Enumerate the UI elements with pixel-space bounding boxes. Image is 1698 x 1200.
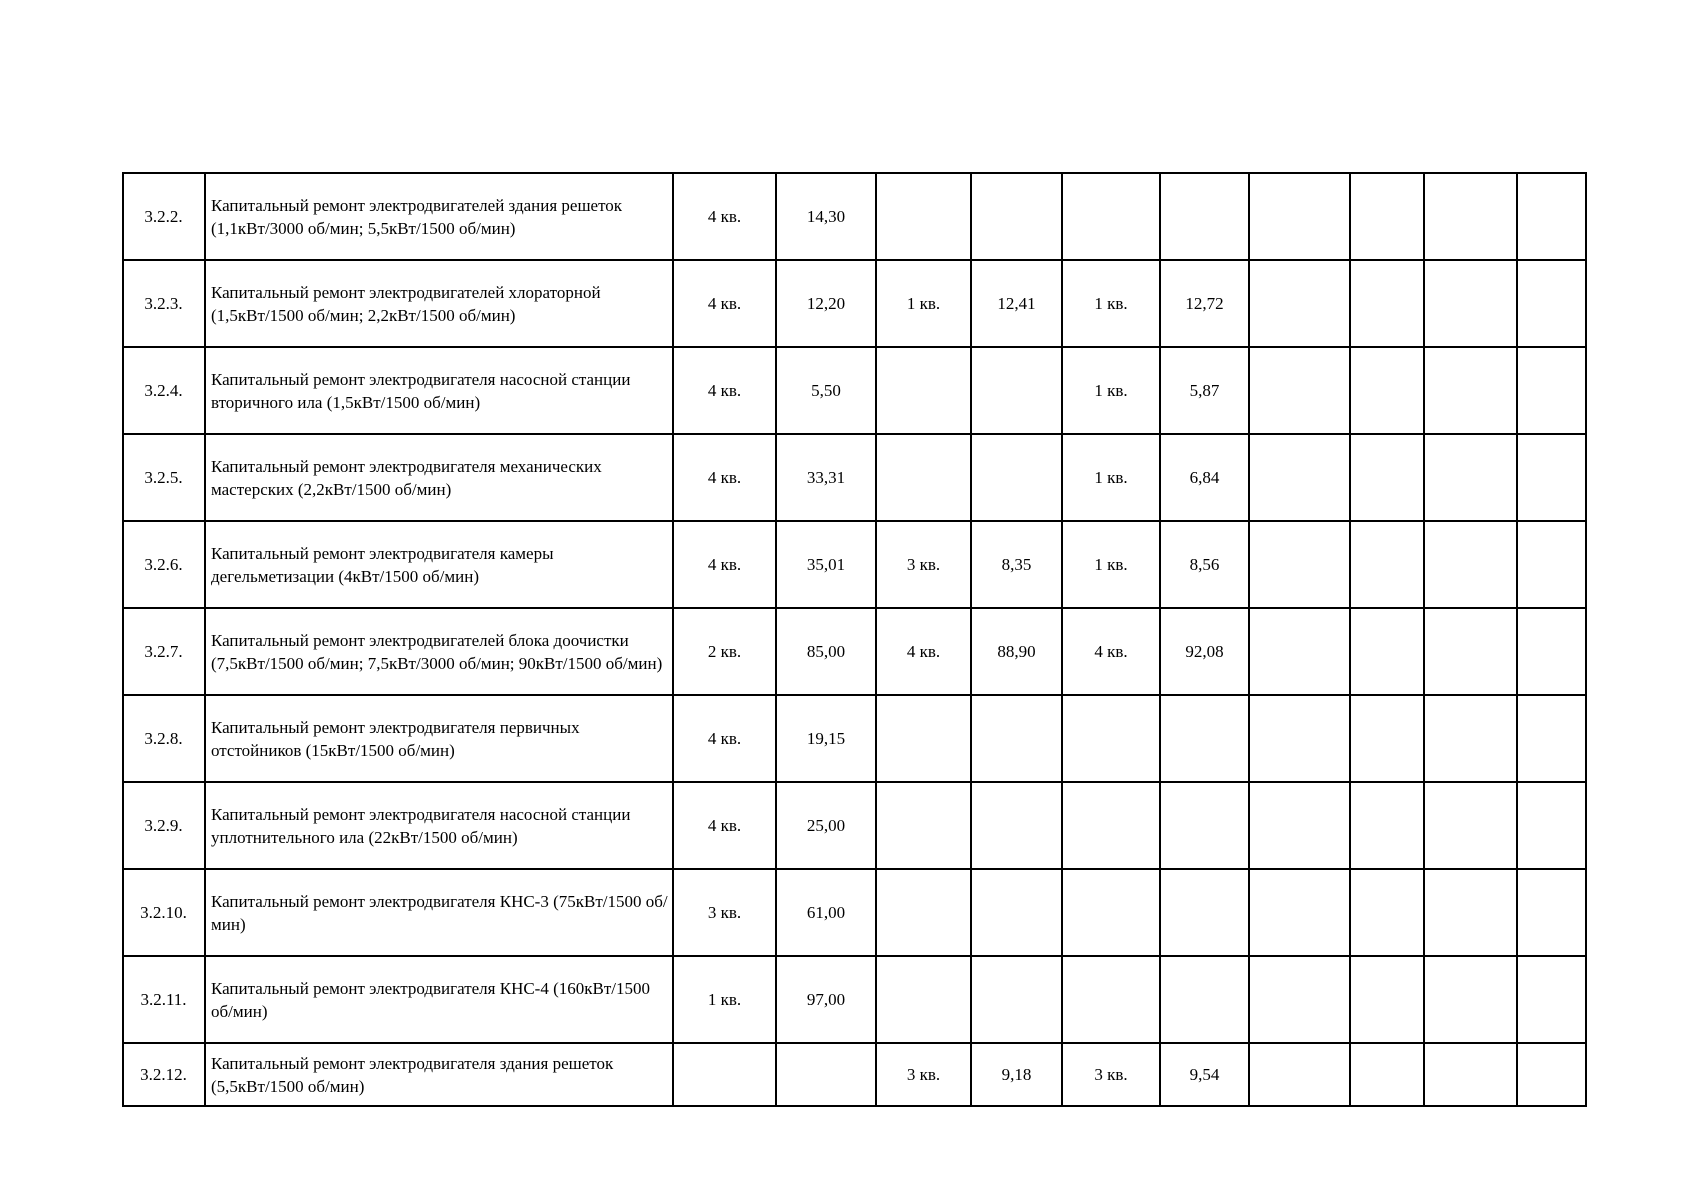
period-cell [876,956,971,1043]
empty-cell [1249,173,1350,260]
period-cell [1062,869,1160,956]
table-row [123,173,1586,260]
period-cell: 1 кв. [876,260,971,347]
work-description: Капитальный ремонт электродвигателей хлораторной (1,5кВт/1500 об/мин; 2,2кВт/1500 об/мин) [205,260,673,347]
period-cell: 4 кв. [673,782,776,869]
work-description: Капитальный ремонт электродвигателя КНС-4 (160кВт/1500 об/мин) [205,956,673,1043]
table-row [123,782,1586,869]
period-cell [673,1043,776,1106]
cost-cell: 35,01 [776,521,876,608]
empty-cell [1249,869,1350,956]
cost-cell: 97,00 [776,956,876,1043]
period-cell: 2 кв. [673,608,776,695]
period-cell: 4 кв. [673,347,776,434]
cost-cell: 9,18 [971,1043,1062,1106]
cost-cell [1160,173,1249,260]
cost-cell: 12,20 [776,260,876,347]
cost-cell: 12,72 [1160,260,1249,347]
work-description: Капитальный ремонт электродвигателя камеры дегельметизации (4кВт/1500 об/мин) [205,521,673,608]
empty-cell [1424,608,1517,695]
empty-cell [1424,434,1517,521]
row-number: 3.2.3. [123,260,205,347]
period-cell: 4 кв. [673,173,776,260]
period-cell [876,173,971,260]
cost-cell: 33,31 [776,434,876,521]
period-cell: 3 кв. [876,521,971,608]
empty-cell [1350,695,1424,782]
empty-cell [1249,695,1350,782]
period-cell [876,869,971,956]
table-row [123,1043,1586,1106]
empty-cell [1517,1043,1586,1106]
empty-cell [1249,260,1350,347]
empty-cell [1517,260,1586,347]
cost-cell [776,1043,876,1106]
row-number: 3.2.9. [123,782,205,869]
work-description: Капитальный ремонт электродвигателя КНС-3 (75кВт/1500 об/мин) [205,869,673,956]
table-row [123,869,1586,956]
empty-cell [1350,608,1424,695]
cost-cell [1160,782,1249,869]
empty-cell [1517,608,1586,695]
empty-cell [1517,956,1586,1043]
row-number: 3.2.11. [123,956,205,1043]
row-number: 3.2.6. [123,521,205,608]
row-number: 3.2.7. [123,608,205,695]
empty-cell [1249,608,1350,695]
cost-cell: 61,00 [776,869,876,956]
cost-cell: 25,00 [776,782,876,869]
empty-cell [1517,434,1586,521]
work-description: Капитальный ремонт электродвигателя насосной станции уплотнительного ила (22кВт/1500 об/мин) [205,782,673,869]
empty-cell [1249,347,1350,434]
table-row [123,695,1586,782]
cost-cell [971,434,1062,521]
empty-cell [1249,1043,1350,1106]
cost-cell [971,956,1062,1043]
period-cell: 3 кв. [673,869,776,956]
period-cell: 3 кв. [1062,1043,1160,1106]
row-number: 3.2.12. [123,1043,205,1106]
empty-cell [1517,173,1586,260]
period-cell: 4 кв. [673,260,776,347]
period-cell: 1 кв. [1062,521,1160,608]
empty-cell [1424,782,1517,869]
cost-cell [1160,695,1249,782]
period-cell: 1 кв. [1062,434,1160,521]
repair-plan-table [122,172,1587,1107]
empty-cell [1424,173,1517,260]
empty-cell [1517,521,1586,608]
empty-cell [1517,782,1586,869]
period-cell: 1 кв. [1062,260,1160,347]
period-cell [876,347,971,434]
period-cell: 1 кв. [673,956,776,1043]
row-number: 3.2.8. [123,695,205,782]
empty-cell [1424,1043,1517,1106]
period-cell [1062,173,1160,260]
cost-cell [1160,869,1249,956]
empty-cell [1249,521,1350,608]
empty-cell [1350,869,1424,956]
cost-cell [971,173,1062,260]
empty-cell [1249,782,1350,869]
empty-cell [1424,260,1517,347]
row-number: 3.2.5. [123,434,205,521]
cost-cell [1160,956,1249,1043]
cost-cell: 88,90 [971,608,1062,695]
work-description: Капитальный ремонт электродвигателя здания решеток (5,5кВт/1500 об/мин) [205,1043,673,1106]
period-cell: 4 кв. [673,695,776,782]
row-number: 3.2.4. [123,347,205,434]
empty-cell [1424,521,1517,608]
empty-cell [1517,695,1586,782]
cost-cell: 85,00 [776,608,876,695]
empty-cell [1350,1043,1424,1106]
work-description: Капитальный ремонт электродвигателя первичных отстойников (15кВт/1500 об/мин) [205,695,673,782]
empty-cell [1424,869,1517,956]
period-cell: 4 кв. [876,608,971,695]
empty-cell [1350,347,1424,434]
work-description: Капитальный ремонт электродвигателя механических мастерских (2,2кВт/1500 об/мин) [205,434,673,521]
period-cell [1062,695,1160,782]
empty-cell [1249,956,1350,1043]
row-number: 3.2.10. [123,869,205,956]
empty-cell [1350,434,1424,521]
table-row [123,434,1586,521]
table-row [123,608,1586,695]
work-description: Капитальный ремонт электродвигателей блока доочистки (7,5кВт/1500 об/мин; 7,5кВт/3000 об/мин; 90кВт/1500 об/мин) [205,608,673,695]
period-cell: 3 кв. [876,1043,971,1106]
cost-cell: 8,56 [1160,521,1249,608]
cost-cell: 9,54 [1160,1043,1249,1106]
cost-cell [971,347,1062,434]
period-cell: 4 кв. [673,434,776,521]
empty-cell [1424,956,1517,1043]
period-cell [876,695,971,782]
empty-cell [1350,260,1424,347]
empty-cell [1350,173,1424,260]
work-description: Капитальный ремонт электродвигателя насосной станции вторичного ила (1,5кВт/1500 об/мин) [205,347,673,434]
empty-cell [1350,782,1424,869]
cost-cell: 5,50 [776,347,876,434]
empty-cell [1350,521,1424,608]
table-row [123,521,1586,608]
cost-cell: 12,41 [971,260,1062,347]
cost-cell: 5,87 [1160,347,1249,434]
cost-cell: 8,35 [971,521,1062,608]
empty-cell [1249,434,1350,521]
cost-cell: 14,30 [776,173,876,260]
empty-cell [1424,695,1517,782]
empty-cell [1350,956,1424,1043]
period-cell: 4 кв. [1062,608,1160,695]
cost-cell [971,695,1062,782]
cost-cell: 92,08 [1160,608,1249,695]
table-row [123,956,1586,1043]
empty-cell [1517,347,1586,434]
period-cell: 1 кв. [1062,347,1160,434]
cost-cell: 19,15 [776,695,876,782]
cost-cell [971,782,1062,869]
table-row [123,347,1586,434]
period-cell [1062,956,1160,1043]
work-description: Капитальный ремонт электродвигателей здания решеток (1,1кВт/3000 об/мин; 5,5кВт/1500 об/мин) [205,173,673,260]
table-row [123,260,1586,347]
period-cell [876,782,971,869]
cost-cell [971,869,1062,956]
cost-cell: 6,84 [1160,434,1249,521]
empty-cell [1424,347,1517,434]
period-cell: 4 кв. [673,521,776,608]
period-cell [876,434,971,521]
period-cell [1062,782,1160,869]
empty-cell [1517,869,1586,956]
row-number: 3.2.2. [123,173,205,260]
